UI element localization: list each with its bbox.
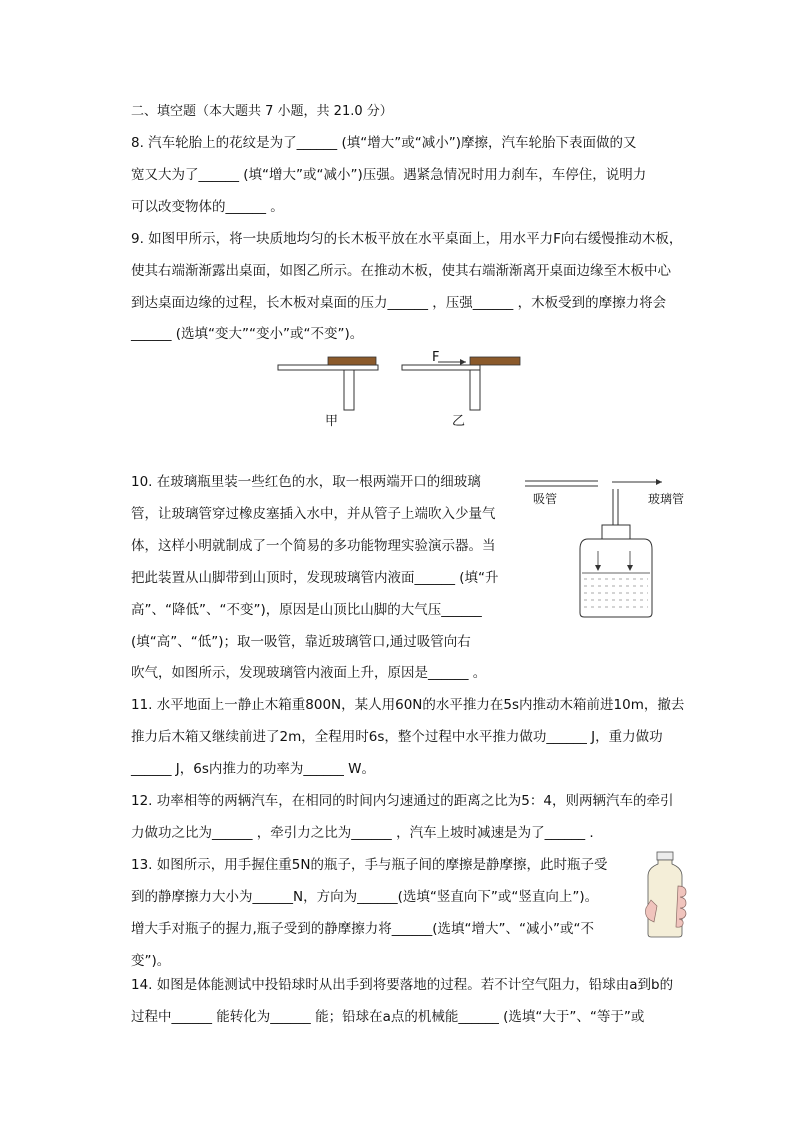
caption-yi: 乙: [452, 414, 466, 429]
section-title: 二、填空题（本大题共 7 小题，共 21.0 分）: [131, 104, 393, 119]
q13-figure: [642, 850, 692, 940]
q13-line-3: 增大手对瓶子的握力,瓶子受到的静摩擦力将______(选填“增大”、“减小”或“不: [131, 921, 595, 937]
bottle-cap: [657, 852, 673, 860]
q14-line-1: 14. 如图是体能测试中投铅球时从出手到将要落地的过程。若不计空气阻力，铅球由a到b的: [131, 977, 674, 993]
force-label: F: [432, 350, 440, 365]
q10-line-7: 吹气，如图所示，发现玻璃管内液面上升，原因是______ 。: [131, 665, 487, 681]
figure-yi: [402, 357, 520, 410]
q10-line-1: 10. 在玻璃瓶里装一些红色的水，取一根两端开口的细玻璃: [131, 474, 481, 490]
q11-line-2: 推力后木箱又继续前进了2m，全程用时6s，整个过程中水平推力做功______ J，重力做功: [131, 729, 663, 745]
q11-line-1: 11. 水平地面上一静止木箱重800N，某人用60N的水平推力在5s内推动木箱前进10m，撤去: [131, 697, 685, 713]
tube-label: 玻璃管: [648, 492, 685, 506]
q13-line-1: 13. 如图所示，用手握住重5N的瓶子，手与瓶子间的摩擦是静摩擦，此时瓶子受: [131, 857, 608, 873]
fingers-icon: [676, 886, 686, 927]
q8-line-3: 可以改变物体的______ 。: [131, 199, 284, 215]
q10-line-3: 体，这样小明就制成了一个简易的多功能物理实验演示器。当: [131, 538, 496, 554]
straw-label: 吸管: [533, 492, 558, 506]
q9-figure: [270, 345, 530, 430]
q14-line-2: 过程中______ 能转化为______ 能；铅球在a点的机械能______ (选填“大于”、“等于”或: [131, 1009, 645, 1025]
caption-jia: 甲: [325, 414, 339, 429]
q12-line-2: 力做功之比为______ ，牵引力之比为______ ，汽车上坡时减速是为了______ .: [131, 825, 594, 841]
q10-line-6: (填“高”、“低”)；取一吸管，靠近玻璃管口,通过吸管向右: [131, 634, 471, 650]
q9-line-4: ______ (选填“变大”“变小”或“不变”)。: [131, 326, 364, 342]
q8-line-2: 宽又大为了______ (填“增大”或“减小”)压强。遇紧急情况时用力刹车，车停住，说明力: [131, 167, 647, 183]
figure-jia: [278, 357, 378, 410]
q12-line-1: 12. 功率相等的两辆汽车，在相同的时间内匀速通过的距离之比为5：4，则两辆汽车的牵引: [131, 793, 674, 809]
q13-line-4: 变”)。: [131, 953, 171, 969]
q9-line-2: 使其右端渐渐露出桌面，如图乙所示。在推动木板，使其右端渐渐离开桌面边缘至木板中心: [131, 263, 671, 279]
bottle: [580, 525, 652, 617]
q13-line-2: 到的静摩擦力大小为______N，方向为______(选填“竖直向下”或“竖直向上”)。: [131, 889, 599, 905]
q11-line-3: ______ J，6s内推力的功率为______ W。: [131, 761, 376, 777]
q10-line-2: 管，让玻璃管穿过橡皮塞插入水中，并从管子上端吹入少量气: [131, 506, 496, 522]
q8-line-1: 8. 汽车轮胎上的花纹是为了______ (填“增大”或“减小”)摩擦，汽车轮胎下表面做的又: [131, 135, 637, 151]
q9-line-3: 到达桌面边缘的过程，长木板对桌面的压力______ ，压强______ ，木板受到的摩擦力将会: [131, 295, 667, 311]
q10-line-4: 把此装置从山脚带到山顶时，发现玻璃管内液面______ (填“升: [131, 570, 499, 586]
q10-line-5: 高”、“降低”、“不变”)，原因是山顶比山脚的大气压______: [131, 602, 482, 618]
straw: [525, 481, 598, 486]
q9-line-1: 9. 如图甲所示，将一块质地均匀的长木板平放在水平桌面上，用水平力F向右缓慢推动木板，: [131, 231, 683, 247]
